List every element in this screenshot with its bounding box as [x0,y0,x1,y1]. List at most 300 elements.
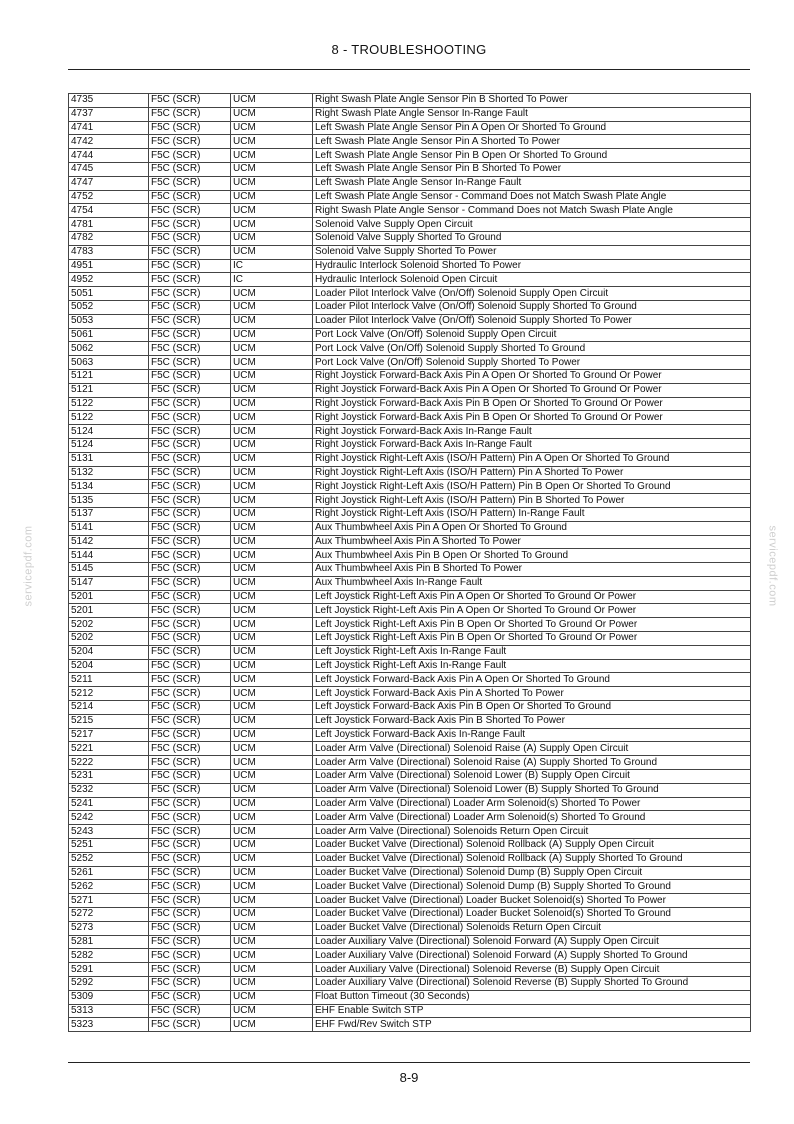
table-row [69,866,751,880]
fault-level-cell: F5C (SCR) [149,328,231,342]
fault-code-cell: 5142 [69,535,149,549]
module-cell: UCM [231,659,313,673]
module-cell: UCM [231,977,313,991]
fault-code-cell: 5252 [69,852,149,866]
description-cell: EHF Enable Switch STP [313,1004,751,1018]
fault-code-cell: 5202 [69,618,149,632]
table-row [69,949,751,963]
description-cell: Loader Bucket Valve (Directional) Solenoid Dump (B) Supply Open Circuit [313,866,751,880]
fault-level-cell: F5C (SCR) [149,494,231,508]
fault-code-cell: 4742 [69,135,149,149]
description-cell: Right Joystick Right-Left Axis (ISO/H Pattern) Pin A Open Or Shorted To Ground [313,452,751,466]
description-cell: Right Joystick Forward-Back Axis Pin A Open Or Shorted To Ground Or Power [313,383,751,397]
fault-code-cell: 4754 [69,204,149,218]
fault-level-cell: F5C (SCR) [149,218,231,232]
description-cell: Hydraulic Interlock Solenoid Open Circuit [313,273,751,287]
module-cell: UCM [231,466,313,480]
fault-level-cell: F5C (SCR) [149,645,231,659]
fault-level-cell: F5C (SCR) [149,756,231,770]
description-cell: Right Joystick Forward-Back Axis Pin B Open Or Shorted To Ground Or Power [313,411,751,425]
fault-level-cell: F5C (SCR) [149,231,231,245]
watermark-left: servicepdf.com [22,525,35,607]
module-cell: UCM [231,673,313,687]
module-cell: UCM [231,549,313,563]
table-row [69,756,751,770]
fault-level-cell: F5C (SCR) [149,452,231,466]
fault-level-cell: F5C (SCR) [149,162,231,176]
description-cell: Aux Thumbwheel Axis In-Range Fault [313,576,751,590]
description-cell: Loader Bucket Valve (Directional) Solenoid Dump (B) Supply Shorted To Ground [313,880,751,894]
description-cell: EHF Fwd/Rev Switch STP [313,1018,751,1032]
fault-code-cell: 4744 [69,149,149,163]
fault-level-cell: F5C (SCR) [149,839,231,853]
fault-code-cell: 5243 [69,825,149,839]
table-row [69,287,751,301]
fault-code-cell: 5272 [69,908,149,922]
module-cell: UCM [231,701,313,715]
fault-code-cell: 5231 [69,770,149,784]
module-cell: UCM [231,811,313,825]
table-row [69,880,751,894]
fault-level-cell: F5C (SCR) [149,659,231,673]
module-cell: UCM [231,121,313,135]
fault-code-cell: 5214 [69,701,149,715]
fault-level-cell: F5C (SCR) [149,521,231,535]
fault-level-cell: F5C (SCR) [149,549,231,563]
module-cell: UCM [231,521,313,535]
module-cell: UCM [231,866,313,880]
description-cell: Loader Auxiliary Valve (Directional) Solenoid Forward (A) Supply Open Circuit [313,935,751,949]
description-cell: Port Lock Valve (On/Off) Solenoid Supply Open Circuit [313,328,751,342]
table-row [69,135,751,149]
page-header: 8 - TROUBLESHOOTING [331,42,487,57]
fault-level-cell: F5C (SCR) [149,507,231,521]
table-row [69,176,751,190]
module-cell: UCM [231,218,313,232]
fault-level-cell: F5C (SCR) [149,590,231,604]
module-cell: UCM [231,438,313,452]
fault-code-cell: 5282 [69,949,149,963]
table-row [69,231,751,245]
table-row [69,1018,751,1032]
table-row [69,852,751,866]
fault-level-cell: F5C (SCR) [149,770,231,784]
fault-code-cell: 4952 [69,273,149,287]
table-row [69,632,751,646]
module-cell: UCM [231,107,313,121]
fault-code-cell: 5309 [69,990,149,1004]
fault-level-cell: F5C (SCR) [149,204,231,218]
table-row [69,742,751,756]
table-row [69,935,751,949]
description-cell: Loader Arm Valve (Directional) Solenoid Raise (A) Supply Open Circuit [313,742,751,756]
table-row [69,94,751,108]
fault-code-cell: 4951 [69,259,149,273]
module-cell: UCM [231,176,313,190]
fault-code-cell: 4783 [69,245,149,259]
fault-level-cell: F5C (SCR) [149,714,231,728]
footer-divider [68,1062,750,1063]
module-cell: UCM [231,756,313,770]
description-cell: Solenoid Valve Supply Open Circuit [313,218,751,232]
fault-level-cell: F5C (SCR) [149,935,231,949]
fault-level-cell: F5C (SCR) [149,107,231,121]
description-cell: Left Joystick Right-Left Axis In-Range Fault [313,645,751,659]
description-cell: Left Joystick Right-Left Axis Pin A Open Or Shorted To Ground Or Power [313,590,751,604]
fault-level-cell: F5C (SCR) [149,356,231,370]
module-cell: UCM [231,935,313,949]
description-cell: Loader Bucket Valve (Directional) Solenoids Return Open Circuit [313,921,751,935]
description-cell: Left Swash Plate Angle Sensor Pin A Open Or Shorted To Ground [313,121,751,135]
fault-level-cell: F5C (SCR) [149,149,231,163]
fault-code-cell: 5124 [69,425,149,439]
table-row [69,714,751,728]
description-cell: Float Button Timeout (30 Seconds) [313,990,751,1004]
description-cell: Left Swash Plate Angle Sensor Pin B Open Or Shorted To Ground [313,149,751,163]
module-cell: UCM [231,921,313,935]
table-row [69,466,751,480]
description-cell: Loader Arm Valve (Directional) Loader Arm Solenoid(s) Shorted To Ground [313,811,751,825]
fault-code-cell: 5222 [69,756,149,770]
module-cell: UCM [231,783,313,797]
description-cell: Loader Auxiliary Valve (Directional) Solenoid Reverse (B) Supply Open Circuit [313,963,751,977]
description-cell: Right Joystick Forward-Back Axis In-Range Fault [313,438,751,452]
table-row [69,797,751,811]
module-cell: UCM [231,149,313,163]
table-row [69,604,751,618]
module-cell: UCM [231,590,313,604]
table-row [69,825,751,839]
description-cell: Solenoid Valve Supply Shorted To Ground [313,231,751,245]
fault-code-cell: 5204 [69,659,149,673]
fault-level-cell: F5C (SCR) [149,259,231,273]
fault-code-cell: 5221 [69,742,149,756]
fault-level-cell: F5C (SCR) [149,908,231,922]
fault-code-cell: 5241 [69,797,149,811]
description-cell: Right Swash Plate Angle Sensor - Command Does not Match Swash Plate Angle [313,204,751,218]
description-cell: Left Swash Plate Angle Sensor In-Range Fault [313,176,751,190]
table-row [69,839,751,853]
page-number: 8-9 [399,1070,419,1085]
module-cell: UCM [231,231,313,245]
module-cell: UCM [231,949,313,963]
table-row [69,1004,751,1018]
fault-code-cell: 5217 [69,728,149,742]
fault-code-cell: 5201 [69,590,149,604]
fault-code-cell: 5051 [69,287,149,301]
fault-level-cell: F5C (SCR) [149,687,231,701]
table-row [69,701,751,715]
fault-code-cell: 5053 [69,314,149,328]
module-cell: UCM [231,383,313,397]
fault-code-cell: 5063 [69,356,149,370]
fault-code-cell: 5141 [69,521,149,535]
fault-level-cell: F5C (SCR) [149,411,231,425]
table-row [69,590,751,604]
fault-code-cell: 5215 [69,714,149,728]
module-cell: UCM [231,314,313,328]
module-cell: UCM [231,190,313,204]
fault-code-cell: 5242 [69,811,149,825]
table-row [69,121,751,135]
module-cell: UCM [231,1004,313,1018]
table-row [69,245,751,259]
fault-code-cell: 5251 [69,839,149,853]
fault-code-table-body [69,94,751,1032]
table-row [69,273,751,287]
fault-level-cell: F5C (SCR) [149,121,231,135]
table-row [69,300,751,314]
fault-code-cell: 5122 [69,397,149,411]
fault-level-cell: F5C (SCR) [149,397,231,411]
module-cell: UCM [231,894,313,908]
watermark-right: servicepdf.com [766,525,779,607]
fault-level-cell: F5C (SCR) [149,977,231,991]
description-cell: Left Joystick Forward-Back Axis Pin A Shorted To Power [313,687,751,701]
fault-level-cell: F5C (SCR) [149,273,231,287]
description-cell: Loader Arm Valve (Directional) Solenoid Lower (B) Supply Open Circuit [313,770,751,784]
description-cell: Hydraulic Interlock Solenoid Shorted To Power [313,259,751,273]
description-cell: Aux Thumbwheel Axis Pin A Shorted To Power [313,535,751,549]
table-row [69,425,751,439]
table-row [69,149,751,163]
module-cell: UCM [231,852,313,866]
module-cell: UCM [231,645,313,659]
fault-level-cell: F5C (SCR) [149,369,231,383]
description-cell: Right Joystick Right-Left Axis (ISO/H Pattern) In-Range Fault [313,507,751,521]
fault-level-cell: F5C (SCR) [149,866,231,880]
table-row [69,990,751,1004]
module-cell: UCM [231,245,313,259]
module-cell: UCM [231,535,313,549]
fault-code-cell: 5124 [69,438,149,452]
fault-code-cell: 5261 [69,866,149,880]
module-cell: UCM [231,714,313,728]
module-cell: UCM [231,963,313,977]
fault-level-cell: F5C (SCR) [149,949,231,963]
fault-code-cell: 4782 [69,231,149,245]
fault-code-cell: 5313 [69,1004,149,1018]
fault-level-cell: F5C (SCR) [149,535,231,549]
table-row [69,908,751,922]
table-row [69,618,751,632]
table-row [69,563,751,577]
table-row [69,659,751,673]
fault-code-cell: 5062 [69,342,149,356]
description-cell: Right Swash Plate Angle Sensor Pin B Shorted To Power [313,94,751,108]
table-row [69,576,751,590]
module-cell: UCM [231,797,313,811]
module-cell: UCM [231,94,313,108]
description-cell: Loader Bucket Valve (Directional) Loader Bucket Solenoid(s) Shorted To Ground [313,908,751,922]
fault-level-cell: F5C (SCR) [149,797,231,811]
fault-level-cell: F5C (SCR) [149,728,231,742]
description-cell: Aux Thumbwheel Axis Pin A Open Or Shorted To Ground [313,521,751,535]
module-cell: UCM [231,839,313,853]
description-cell: Loader Arm Valve (Directional) Solenoids Return Open Circuit [313,825,751,839]
table-row [69,107,751,121]
table-row [69,894,751,908]
table-row [69,494,751,508]
fault-level-cell: F5C (SCR) [149,466,231,480]
table-row [69,204,751,218]
description-cell: Loader Auxiliary Valve (Directional) Solenoid Forward (A) Supply Shorted To Ground [313,949,751,963]
module-cell: UCM [231,507,313,521]
table-row [69,549,751,563]
fault-level-cell: F5C (SCR) [149,383,231,397]
fault-level-cell: F5C (SCR) [149,990,231,1004]
module-cell: UCM [231,563,313,577]
fault-level-cell: F5C (SCR) [149,963,231,977]
description-cell: Loader Pilot Interlock Valve (On/Off) Solenoid Supply Shorted To Ground [313,300,751,314]
table-row [69,963,751,977]
fault-level-cell: F5C (SCR) [149,811,231,825]
module-cell: UCM [231,990,313,1004]
fault-level-cell: F5C (SCR) [149,604,231,618]
description-cell: Left Joystick Right-Left Axis Pin A Open Or Shorted To Ground Or Power [313,604,751,618]
description-cell: Loader Bucket Valve (Directional) Solenoid Rollback (A) Supply Shorted To Ground [313,852,751,866]
fault-level-cell: F5C (SCR) [149,190,231,204]
module-cell: UCM [231,342,313,356]
table-row [69,673,751,687]
fault-level-cell: F5C (SCR) [149,480,231,494]
module-cell: UCM [231,287,313,301]
fault-code-cell: 4752 [69,190,149,204]
fault-level-cell: F5C (SCR) [149,287,231,301]
fault-level-cell: F5C (SCR) [149,894,231,908]
fault-code-cell: 5323 [69,1018,149,1032]
table-row [69,218,751,232]
description-cell: Left Joystick Right-Left Axis Pin B Open Or Shorted To Ground Or Power [313,618,751,632]
module-cell: UCM [231,162,313,176]
description-cell: Left Joystick Right-Left Axis In-Range Fault [313,659,751,673]
fault-code-cell: 5232 [69,783,149,797]
fault-code-cell: 5122 [69,411,149,425]
fault-code-cell: 5271 [69,894,149,908]
fault-code-cell: 5273 [69,921,149,935]
description-cell: Right Joystick Forward-Back Axis Pin A Open Or Shorted To Ground Or Power [313,369,751,383]
fault-level-cell: F5C (SCR) [149,783,231,797]
module-cell: UCM [231,632,313,646]
description-cell: Left Swash Plate Angle Sensor Pin A Shorted To Power [313,135,751,149]
fault-code-cell: 4745 [69,162,149,176]
table-row [69,480,751,494]
fault-level-cell: F5C (SCR) [149,438,231,452]
description-cell: Aux Thumbwheel Axis Pin B Open Or Shorted To Ground [313,549,751,563]
table-row [69,383,751,397]
module-cell: UCM [231,618,313,632]
table-row [69,438,751,452]
table-row [69,314,751,328]
fault-level-cell: F5C (SCR) [149,1018,231,1032]
fault-code-cell: 5262 [69,880,149,894]
fault-code-cell: 5204 [69,645,149,659]
fault-level-cell: F5C (SCR) [149,576,231,590]
fault-level-cell: F5C (SCR) [149,825,231,839]
table-row [69,645,751,659]
table-row [69,259,751,273]
description-cell: Left Joystick Forward-Back Axis In-Range Fault [313,728,751,742]
fault-level-cell: F5C (SCR) [149,342,231,356]
description-cell: Left Joystick Forward-Back Axis Pin B Open Or Shorted To Ground [313,701,751,715]
table-row [69,811,751,825]
fault-code-cell: 4735 [69,94,149,108]
module-cell: UCM [231,908,313,922]
description-cell: Loader Pilot Interlock Valve (On/Off) Solenoid Supply Shorted To Power [313,314,751,328]
description-cell: Left Swash Plate Angle Sensor Pin B Shorted To Power [313,162,751,176]
table-row [69,770,751,784]
description-cell: Left Joystick Forward-Back Axis Pin B Shorted To Power [313,714,751,728]
fault-level-cell: F5C (SCR) [149,135,231,149]
fault-code-cell: 5121 [69,383,149,397]
fault-code-cell: 5135 [69,494,149,508]
fault-level-cell: F5C (SCR) [149,314,231,328]
table-row [69,783,751,797]
table-row [69,356,751,370]
module-cell: UCM [231,604,313,618]
module-cell: UCM [231,728,313,742]
fault-level-cell: F5C (SCR) [149,632,231,646]
table-row [69,342,751,356]
table-row [69,397,751,411]
fault-level-cell: F5C (SCR) [149,1004,231,1018]
module-cell: UCM [231,480,313,494]
table-row [69,190,751,204]
fault-level-cell: F5C (SCR) [149,673,231,687]
table-row [69,921,751,935]
module-cell: UCM [231,494,313,508]
description-cell: Port Lock Valve (On/Off) Solenoid Supply Shorted To Power [313,356,751,370]
table-row [69,728,751,742]
table-row [69,521,751,535]
table-row [69,507,751,521]
module-cell: UCM [231,880,313,894]
fault-level-cell: F5C (SCR) [149,94,231,108]
module-cell: UCM [231,576,313,590]
description-cell: Right Joystick Forward-Back Axis Pin B Open Or Shorted To Ground Or Power [313,397,751,411]
description-cell: Loader Bucket Valve (Directional) Loader Bucket Solenoid(s) Shorted To Power [313,894,751,908]
fault-code-cell: 5121 [69,369,149,383]
fault-code-cell: 5147 [69,576,149,590]
description-cell: Loader Arm Valve (Directional) Loader Arm Solenoid(s) Shorted To Power [313,797,751,811]
fault-code-cell: 5201 [69,604,149,618]
module-cell: UCM [231,135,313,149]
fault-code-table [68,93,751,1032]
module-cell: UCM [231,770,313,784]
table-row [69,328,751,342]
fault-code-cell: 5131 [69,452,149,466]
module-cell: UCM [231,425,313,439]
fault-level-cell: F5C (SCR) [149,300,231,314]
fault-code-cell: 5061 [69,328,149,342]
description-cell: Aux Thumbwheel Axis Pin B Shorted To Power [313,563,751,577]
module-cell: UCM [231,452,313,466]
table-row [69,369,751,383]
module-cell: UCM [231,825,313,839]
description-cell: Right Joystick Forward-Back Axis In-Range Fault [313,425,751,439]
module-cell: IC [231,273,313,287]
module-cell: UCM [231,687,313,701]
fault-code-cell: 5145 [69,563,149,577]
fault-level-cell: F5C (SCR) [149,563,231,577]
table-row [69,452,751,466]
fault-level-cell: F5C (SCR) [149,742,231,756]
table-row [69,977,751,991]
description-cell: Right Swash Plate Angle Sensor In-Range Fault [313,107,751,121]
table-row [69,162,751,176]
fault-level-cell: F5C (SCR) [149,176,231,190]
fault-code-cell: 5137 [69,507,149,521]
